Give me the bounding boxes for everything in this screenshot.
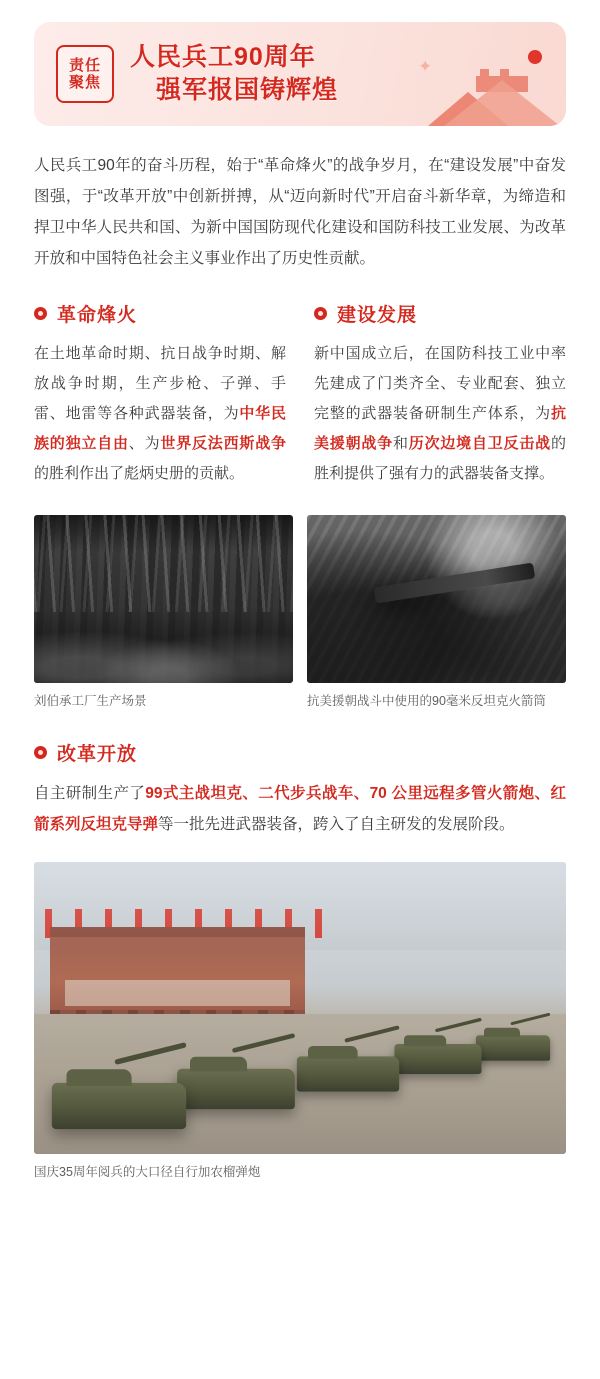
highlight-1: 中华民族的独立自由 bbox=[34, 405, 286, 452]
body-text-1: 自主研制生产了 bbox=[34, 785, 146, 803]
photo-caption: 刘伯承工厂生产场景 bbox=[34, 694, 147, 708]
mountain-back-icon bbox=[428, 92, 508, 126]
section-header bbox=[34, 739, 566, 766]
spark-icon: ✦ bbox=[418, 57, 433, 76]
section-header bbox=[314, 300, 566, 327]
bullet-dot-icon bbox=[34, 746, 47, 759]
highlight-4: 红箭系列反坦克导弹 bbox=[34, 785, 566, 834]
photo-block-parade bbox=[34, 862, 566, 1182]
photo-block-bazooka bbox=[307, 515, 566, 711]
howitzer-icon bbox=[297, 1056, 399, 1091]
section-body bbox=[34, 778, 566, 840]
section-title: 建设发展 bbox=[337, 305, 418, 326]
highlight-2: 世界反法西斯战争 bbox=[160, 435, 286, 452]
body-text-1: 新中国成立后，在国防科技工业中率先建成了门类齐全、专业配套、独立完整的武器装备研制生产体系，为 bbox=[314, 345, 566, 422]
section-body bbox=[314, 339, 566, 489]
photo-soldiers-bazooka-icon bbox=[307, 515, 566, 683]
howitzer-icon bbox=[476, 1035, 550, 1061]
section-revolutionary-flames bbox=[34, 300, 286, 489]
separator-3: 、 bbox=[534, 785, 551, 803]
highlight-3: 70 公里远程多管火箭炮 bbox=[369, 785, 535, 803]
photo-block-factory bbox=[34, 515, 293, 711]
intro-paragraph: 人民兵工90年的奋斗历程，始于“革命烽火”的战争岁月，在“建设发展”中奋发图强，于“改革开放”中创新拼搏，从“迈向新时代”开启奋斗新华章，为缔造和捍卫中华人民共和国、为新中国国防现代化建设和国防科技工业发展、为改革开放和中国特色社会主义事业作出了历史性贡献。 bbox=[34, 157, 566, 267]
badge-line-2: 聚焦 bbox=[68, 74, 101, 91]
highlight-2: 历次边境自卫反击战 bbox=[408, 435, 551, 452]
separator-2: 、 bbox=[353, 785, 370, 803]
header-banner bbox=[34, 22, 566, 126]
photo-row bbox=[34, 515, 566, 711]
badge-line-1: 责任 bbox=[68, 56, 101, 74]
section-body bbox=[34, 339, 286, 489]
section-title: 改革开放 bbox=[57, 744, 138, 766]
highlight-1: 抗美援朝战争 bbox=[314, 405, 566, 452]
responsibility-focus-badge bbox=[56, 45, 114, 103]
banner-title-group bbox=[130, 41, 338, 107]
banner-title-line-2: 强军报国铸辉煌 bbox=[156, 76, 339, 104]
howitzer-icon bbox=[395, 1044, 482, 1074]
bullet-dot-icon bbox=[34, 307, 47, 320]
great-wall-icon bbox=[476, 76, 528, 92]
body-text-1: 在土地革命时期、抗日战争时期、解放战争时期，生产步枪、子弹、手雷、地雷等各种武器装备，为 bbox=[34, 345, 286, 422]
banner-title-line-1: 人民兵工90周年 bbox=[130, 43, 316, 71]
section-reform-opening bbox=[34, 739, 566, 840]
body-text-3: 的胜利作出了彪炳史册的贡献。 bbox=[34, 465, 245, 482]
highlight-1: 99式主战坦克 bbox=[145, 785, 243, 803]
body-text-2: 和 bbox=[392, 435, 409, 452]
body-text-2: 、为 bbox=[128, 435, 161, 452]
section-header bbox=[34, 300, 286, 327]
separator-1: 、 bbox=[242, 785, 259, 803]
photo-caption: 抗美援朝战斗中使用的90毫米反坦克火箭筒 bbox=[307, 694, 546, 708]
photo-factory-icon bbox=[34, 515, 293, 683]
photo-military-parade-icon bbox=[34, 862, 566, 1154]
photo-caption: 国庆35周年阅兵的大口径自行加农榴弹炮 bbox=[34, 1165, 261, 1180]
article-page bbox=[0, 22, 600, 1379]
body-text-2: 等一批先进武器装备，跨入了自主研发的发展阶段。 bbox=[158, 816, 515, 834]
red-sun-icon bbox=[528, 50, 542, 64]
banner-decoration bbox=[376, 22, 566, 126]
two-column-sections bbox=[34, 300, 566, 489]
howitzer-icon bbox=[52, 1083, 186, 1129]
howitzer-icon bbox=[177, 1068, 295, 1108]
bullet-dot-icon bbox=[314, 307, 327, 320]
mountain-front-icon bbox=[444, 80, 560, 126]
body-text-3: 的胜利提供了强有力的武器装备支撑。 bbox=[314, 435, 566, 482]
highlight-2: 二代步兵战车 bbox=[258, 785, 354, 803]
section-construction-development bbox=[314, 300, 566, 489]
section-title: 革命烽火 bbox=[57, 305, 138, 326]
